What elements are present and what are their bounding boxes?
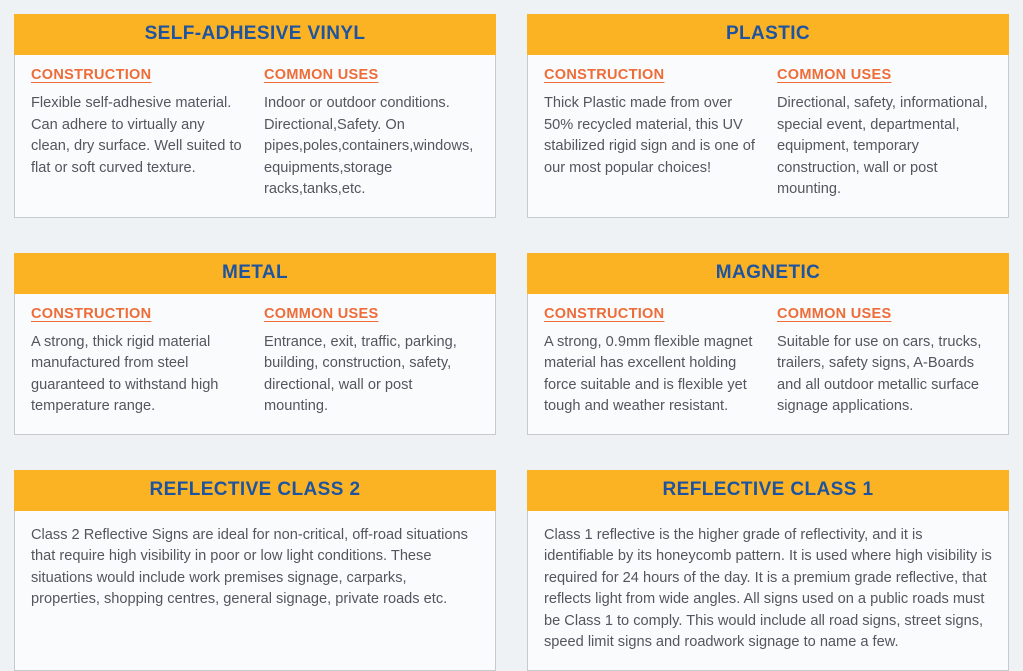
construction-heading: CONSTRUCTION — [544, 305, 665, 322]
card-self-adhesive-vinyl — [14, 14, 496, 218]
construction-heading: CONSTRUCTION — [31, 67, 152, 83]
construction-section — [544, 306, 759, 418]
card-body — [527, 511, 1009, 671]
card-body — [527, 55, 1009, 218]
card-header — [527, 253, 1009, 294]
card-reflective-class-1 — [527, 470, 1009, 671]
card-plastic — [527, 14, 1009, 218]
material-cards-grid — [14, 14, 1009, 671]
card-title: SELF-ADHESIVE VINYL — [144, 23, 366, 44]
card-description: Class 2 Reflective Signs are ideal for non-critical, off-road situations that require high visibility in poor or low light conditions. These situations would include work premises signage, carparks, properties, shopping centres, general signage, private roads etc. — [31, 526, 468, 607]
common-uses-section — [777, 67, 992, 201]
card-title: REFLECTIVE CLASS 2 — [149, 478, 361, 500]
card-metal — [14, 253, 496, 435]
common-uses-heading: COMMON USES — [777, 305, 892, 322]
card-title: REFLECTIVE CLASS 1 — [662, 478, 874, 500]
card-description: Class 1 reflective is the higher grade of reflectivity, and it is identifiable by its honeycomb pattern. It is used where high visibility is required for 24 hours of the day. It is a premium grade reflective, that reflects light from wide angles. All signs used on a public roads must be Class 1 to comply. This would include all road signs, street signs, speed limit signs and roadwork signage to name a few. — [544, 526, 992, 650]
construction-text: Flexible self-adhesive material. Can adhere to virtually any clean, dry surface. Well suited to flat or soft curved texture. — [31, 95, 242, 176]
common-uses-section — [777, 306, 992, 418]
construction-section — [31, 67, 246, 179]
construction-section — [31, 306, 246, 418]
card-magnetic — [527, 253, 1009, 435]
common-uses-heading: COMMON USES — [777, 67, 892, 83]
card-title: METAL — [221, 261, 289, 283]
card-header — [527, 14, 1009, 55]
common-uses-heading: COMMON USES — [264, 67, 379, 83]
construction-text: Thick Plastic made from over 50% recycled material, this UV stabilized rigid sign and is one of our most popular choices! — [544, 95, 755, 176]
construction-heading: CONSTRUCTION — [31, 305, 152, 322]
construction-section — [544, 67, 759, 179]
card-body — [14, 511, 496, 671]
common-uses-text: Directional, safety, informational, special event, departmental, equipment, temporary construction, wall or post mounting. — [777, 95, 988, 197]
card-reflective-class-2 — [14, 470, 496, 671]
card-title: PLASTIC — [725, 23, 811, 44]
card-body — [14, 55, 496, 218]
common-uses-section — [264, 306, 479, 418]
card-body — [14, 294, 496, 435]
card-title: MAGNETIC — [715, 261, 821, 283]
common-uses-text: Indoor or outdoor conditions. Directional,Safety. On pipes,poles,containers,windows, equipments,storage racks,tanks,etc. — [264, 95, 474, 197]
card-header — [14, 14, 496, 55]
common-uses-section — [264, 67, 479, 201]
construction-text: A strong, thick rigid material manufactured from steel guaranteed to withstand high temperature range. — [31, 333, 219, 414]
card-body — [527, 294, 1009, 435]
card-header — [14, 470, 496, 511]
common-uses-text: Suitable for use on cars, trucks, trailers, safety signs, A-Boards and all outdoor metallic surface signage applications. — [777, 333, 982, 414]
construction-text: A strong, 0.9mm flexible magnet material has excellent holding force suitable and is flexible yet tough and weather resistant. — [544, 333, 753, 414]
common-uses-text: Entrance, exit, traffic, parking, building, construction, safety, directional, wall or post mounting. — [264, 333, 457, 414]
common-uses-heading: COMMON USES — [264, 305, 379, 322]
card-header — [527, 470, 1009, 511]
card-header — [14, 253, 496, 294]
construction-heading: CONSTRUCTION — [544, 67, 665, 83]
